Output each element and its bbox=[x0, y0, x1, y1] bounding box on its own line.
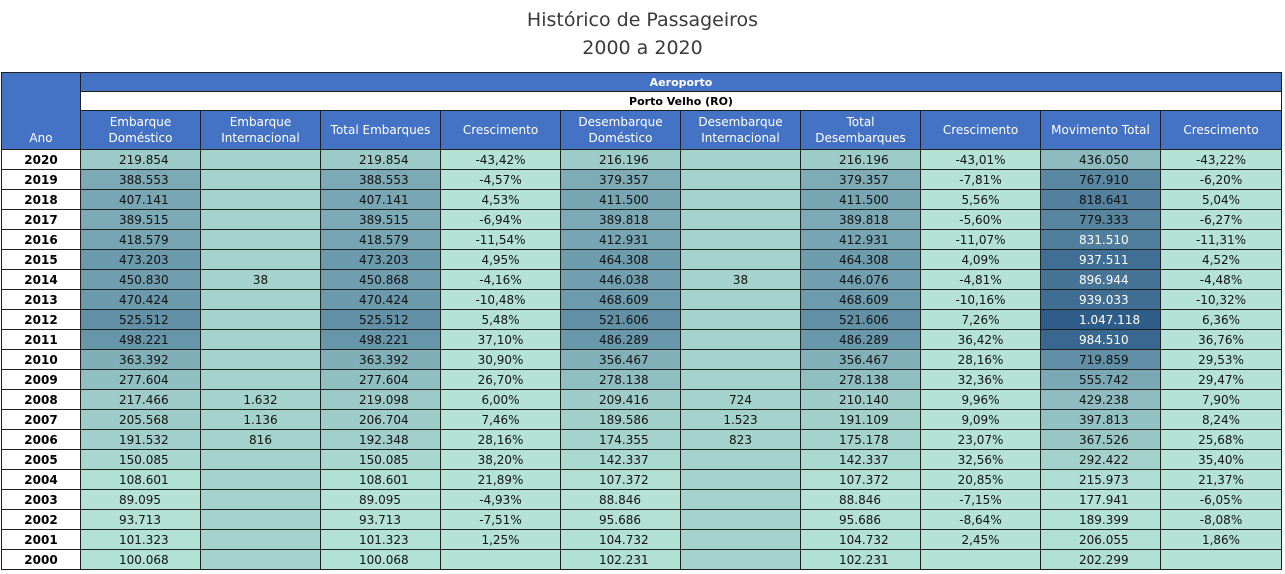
des-dom-cell: 468.609 bbox=[561, 290, 681, 310]
tot-emb-cell: 389.515 bbox=[321, 210, 441, 230]
cres-des-cell: -43,01% bbox=[921, 150, 1041, 170]
des-dom-cell: 88.846 bbox=[561, 490, 681, 510]
des-dom-cell: 174.355 bbox=[561, 430, 681, 450]
tot-des-cell: 142.337 bbox=[801, 450, 921, 470]
tot-emb-cell: 277.604 bbox=[321, 370, 441, 390]
cres-mov-cell: 6,36% bbox=[1161, 310, 1282, 330]
mov-cell: 429.238 bbox=[1041, 390, 1161, 410]
column-header: Total Desembarques bbox=[801, 111, 921, 150]
column-header: Desembarque Doméstico bbox=[561, 111, 681, 150]
chart-title bbox=[0, 6, 1285, 62]
des-dom-cell: 189.586 bbox=[561, 410, 681, 430]
cres-mov-cell: 29,53% bbox=[1161, 350, 1282, 370]
tot-emb-cell: 470.424 bbox=[321, 290, 441, 310]
cres-des-cell: -4,81% bbox=[921, 270, 1041, 290]
des-int-cell bbox=[681, 370, 801, 390]
tot-des-cell: 446.076 bbox=[801, 270, 921, 290]
des-dom-cell: 446.038 bbox=[561, 270, 681, 290]
cres-des-cell: -7,15% bbox=[921, 490, 1041, 510]
emb-int-cell: 1.136 bbox=[201, 410, 321, 430]
cres-des-cell: 7,26% bbox=[921, 310, 1041, 330]
mov-cell: 397.813 bbox=[1041, 410, 1161, 430]
year-cell: 2013 bbox=[2, 290, 81, 310]
cres-mov-cell: 29,47% bbox=[1161, 370, 1282, 390]
cres-mov-cell: -6,20% bbox=[1161, 170, 1282, 190]
emb-int-cell bbox=[201, 290, 321, 310]
emb-int-cell: 816 bbox=[201, 430, 321, 450]
cres-emb-cell: 4,95% bbox=[441, 250, 561, 270]
table-row bbox=[2, 190, 1282, 210]
des-dom-cell: 142.337 bbox=[561, 450, 681, 470]
emb-dom-cell: 407.141 bbox=[81, 190, 201, 210]
year-cell: 2018 bbox=[2, 190, 81, 210]
cres-mov-cell: 5,04% bbox=[1161, 190, 1282, 210]
cres-des-cell: 2,45% bbox=[921, 530, 1041, 550]
cres-des-cell: 23,07% bbox=[921, 430, 1041, 450]
mov-cell: 206.055 bbox=[1041, 530, 1161, 550]
tot-des-cell: 88.846 bbox=[801, 490, 921, 510]
cres-des-cell: 28,16% bbox=[921, 350, 1041, 370]
emb-int-cell bbox=[201, 310, 321, 330]
des-int-cell bbox=[681, 190, 801, 210]
des-int-cell bbox=[681, 510, 801, 530]
column-header: Crescimento bbox=[441, 111, 561, 150]
cres-mov-cell: -11,31% bbox=[1161, 230, 1282, 250]
table-row bbox=[2, 150, 1282, 170]
cres-des-cell bbox=[921, 550, 1041, 570]
emb-int-cell bbox=[201, 550, 321, 570]
mov-cell: 292.422 bbox=[1041, 450, 1161, 470]
emb-int-cell bbox=[201, 190, 321, 210]
emb-dom-cell: 108.601 bbox=[81, 470, 201, 490]
des-dom-cell: 107.372 bbox=[561, 470, 681, 490]
cres-emb-cell: -4,57% bbox=[441, 170, 561, 190]
table-row bbox=[2, 290, 1282, 310]
des-dom-cell: 412.931 bbox=[561, 230, 681, 250]
cres-emb-cell: -4,93% bbox=[441, 490, 561, 510]
mov-cell: 896.944 bbox=[1041, 270, 1161, 290]
year-cell: 2014 bbox=[2, 270, 81, 290]
tot-emb-cell: 498.221 bbox=[321, 330, 441, 350]
year-cell: 2012 bbox=[2, 310, 81, 330]
cres-emb-cell: -4,16% bbox=[441, 270, 561, 290]
year-cell: 2010 bbox=[2, 350, 81, 370]
tot-emb-cell: 219.098 bbox=[321, 390, 441, 410]
cres-des-cell: -10,16% bbox=[921, 290, 1041, 310]
emb-int-cell bbox=[201, 470, 321, 490]
cres-mov-cell bbox=[1161, 550, 1282, 570]
year-cell: 2004 bbox=[2, 470, 81, 490]
city-header: Porto Velho (RO) bbox=[81, 92, 1282, 111]
year-cell: 2017 bbox=[2, 210, 81, 230]
cres-des-cell: 32,56% bbox=[921, 450, 1041, 470]
emb-int-cell bbox=[201, 530, 321, 550]
cres-des-cell: 20,85% bbox=[921, 470, 1041, 490]
emb-int-cell bbox=[201, 250, 321, 270]
table-body bbox=[2, 150, 1282, 570]
des-dom-cell: 356.467 bbox=[561, 350, 681, 370]
cres-mov-cell: 8,24% bbox=[1161, 410, 1282, 430]
tot-emb-cell: 101.323 bbox=[321, 530, 441, 550]
cres-mov-cell: 21,37% bbox=[1161, 470, 1282, 490]
cres-des-cell: -11,07% bbox=[921, 230, 1041, 250]
tot-emb-cell: 150.085 bbox=[321, 450, 441, 470]
des-dom-cell: 389.818 bbox=[561, 210, 681, 230]
des-dom-cell: 104.732 bbox=[561, 530, 681, 550]
tot-emb-cell: 418.579 bbox=[321, 230, 441, 250]
emb-dom-cell: 389.515 bbox=[81, 210, 201, 230]
table-row bbox=[2, 170, 1282, 190]
column-header: Embarque Internacional bbox=[201, 111, 321, 150]
tot-emb-cell: 93.713 bbox=[321, 510, 441, 530]
cres-des-cell: 9,96% bbox=[921, 390, 1041, 410]
emb-dom-cell: 93.713 bbox=[81, 510, 201, 530]
tot-des-cell: 356.467 bbox=[801, 350, 921, 370]
table-row bbox=[2, 490, 1282, 510]
cres-emb-cell: 38,20% bbox=[441, 450, 561, 470]
emb-int-cell bbox=[201, 170, 321, 190]
tot-des-cell: 95.686 bbox=[801, 510, 921, 530]
des-dom-cell: 521.606 bbox=[561, 310, 681, 330]
emb-dom-cell: 525.512 bbox=[81, 310, 201, 330]
des-int-cell: 724 bbox=[681, 390, 801, 410]
year-cell: 2011 bbox=[2, 330, 81, 350]
column-header: Crescimento bbox=[1161, 111, 1282, 150]
cres-des-cell: -7,81% bbox=[921, 170, 1041, 190]
cres-mov-cell: -10,32% bbox=[1161, 290, 1282, 310]
des-int-cell: 38 bbox=[681, 270, 801, 290]
cres-emb-cell: 6,00% bbox=[441, 390, 561, 410]
tot-des-cell: 191.109 bbox=[801, 410, 921, 430]
cres-des-cell: -5,60% bbox=[921, 210, 1041, 230]
des-dom-cell: 486.289 bbox=[561, 330, 681, 350]
year-cell: 2002 bbox=[2, 510, 81, 530]
cres-emb-cell: -10,48% bbox=[441, 290, 561, 310]
table-row bbox=[2, 510, 1282, 530]
mov-cell: 215.973 bbox=[1041, 470, 1161, 490]
tot-des-cell: 389.818 bbox=[801, 210, 921, 230]
cres-des-cell: 9,09% bbox=[921, 410, 1041, 430]
cres-mov-cell: -6,05% bbox=[1161, 490, 1282, 510]
year-cell: 2001 bbox=[2, 530, 81, 550]
mov-cell: 202.299 bbox=[1041, 550, 1161, 570]
cres-emb-cell: -11,54% bbox=[441, 230, 561, 250]
emb-dom-cell: 277.604 bbox=[81, 370, 201, 390]
year-cell: 2015 bbox=[2, 250, 81, 270]
des-int-cell bbox=[681, 330, 801, 350]
des-int-cell bbox=[681, 310, 801, 330]
table-row bbox=[2, 270, 1282, 290]
des-dom-cell: 209.416 bbox=[561, 390, 681, 410]
emb-int-cell bbox=[201, 510, 321, 530]
des-int-cell bbox=[681, 530, 801, 550]
des-int-cell: 823 bbox=[681, 430, 801, 450]
tot-des-cell: 411.500 bbox=[801, 190, 921, 210]
emb-dom-cell: 470.424 bbox=[81, 290, 201, 310]
tot-des-cell: 107.372 bbox=[801, 470, 921, 490]
emb-int-cell bbox=[201, 230, 321, 250]
cres-des-cell: -8,64% bbox=[921, 510, 1041, 530]
mov-cell: 189.399 bbox=[1041, 510, 1161, 530]
table-row bbox=[2, 350, 1282, 370]
table-row bbox=[2, 450, 1282, 470]
emb-dom-cell: 205.568 bbox=[81, 410, 201, 430]
cres-emb-cell: 1,25% bbox=[441, 530, 561, 550]
year-header: Ano bbox=[2, 73, 81, 150]
cres-des-cell: 32,36% bbox=[921, 370, 1041, 390]
tot-emb-cell: 525.512 bbox=[321, 310, 441, 330]
year-cell: 2005 bbox=[2, 450, 81, 470]
cres-mov-cell: -4,48% bbox=[1161, 270, 1282, 290]
mov-cell: 984.510 bbox=[1041, 330, 1161, 350]
emb-dom-cell: 89.095 bbox=[81, 490, 201, 510]
tot-des-cell: 468.609 bbox=[801, 290, 921, 310]
emb-int-cell bbox=[201, 150, 321, 170]
emb-int-cell bbox=[201, 490, 321, 510]
column-header: Total Embarques bbox=[321, 111, 441, 150]
year-cell: 2007 bbox=[2, 410, 81, 430]
emb-int-cell bbox=[201, 350, 321, 370]
des-int-cell bbox=[681, 490, 801, 510]
tot-des-cell: 102.231 bbox=[801, 550, 921, 570]
cres-emb-cell: -7,51% bbox=[441, 510, 561, 530]
table-row bbox=[2, 410, 1282, 430]
cres-emb-cell: -6,94% bbox=[441, 210, 561, 230]
emb-dom-cell: 498.221 bbox=[81, 330, 201, 350]
des-int-cell: 1.523 bbox=[681, 410, 801, 430]
table-row bbox=[2, 550, 1282, 570]
cres-mov-cell: -6,27% bbox=[1161, 210, 1282, 230]
year-cell: 2000 bbox=[2, 550, 81, 570]
emb-dom-cell: 150.085 bbox=[81, 450, 201, 470]
mov-cell: 367.526 bbox=[1041, 430, 1161, 450]
table-row bbox=[2, 370, 1282, 390]
tot-des-cell: 486.289 bbox=[801, 330, 921, 350]
table-row bbox=[2, 470, 1282, 490]
cres-mov-cell: 4,52% bbox=[1161, 250, 1282, 270]
year-cell: 2020 bbox=[2, 150, 81, 170]
passenger-table bbox=[1, 72, 1282, 570]
mov-cell: 779.333 bbox=[1041, 210, 1161, 230]
emb-dom-cell: 100.068 bbox=[81, 550, 201, 570]
column-header: Movimento Total bbox=[1041, 111, 1161, 150]
year-cell: 2003 bbox=[2, 490, 81, 510]
cres-emb-cell: 37,10% bbox=[441, 330, 561, 350]
cres-mov-cell: 35,40% bbox=[1161, 450, 1282, 470]
tot-des-cell: 412.931 bbox=[801, 230, 921, 250]
tot-emb-cell: 407.141 bbox=[321, 190, 441, 210]
year-cell: 2006 bbox=[2, 430, 81, 450]
tot-des-cell: 216.196 bbox=[801, 150, 921, 170]
tot-emb-cell: 473.203 bbox=[321, 250, 441, 270]
emb-dom-cell: 450.830 bbox=[81, 270, 201, 290]
tot-emb-cell: 450.868 bbox=[321, 270, 441, 290]
column-header: Desembarque Internacional bbox=[681, 111, 801, 150]
emb-int-cell bbox=[201, 210, 321, 230]
des-int-cell bbox=[681, 470, 801, 490]
cres-mov-cell: -43,22% bbox=[1161, 150, 1282, 170]
tot-des-cell: 104.732 bbox=[801, 530, 921, 550]
cres-emb-cell: 21,89% bbox=[441, 470, 561, 490]
des-dom-cell: 411.500 bbox=[561, 190, 681, 210]
table-row bbox=[2, 310, 1282, 330]
des-int-cell bbox=[681, 210, 801, 230]
table-row bbox=[2, 530, 1282, 550]
mov-cell: 767.910 bbox=[1041, 170, 1161, 190]
tot-des-cell: 464.308 bbox=[801, 250, 921, 270]
table-row bbox=[2, 250, 1282, 270]
des-dom-cell: 216.196 bbox=[561, 150, 681, 170]
emb-int-cell bbox=[201, 330, 321, 350]
cres-emb-cell: 5,48% bbox=[441, 310, 561, 330]
emb-dom-cell: 388.553 bbox=[81, 170, 201, 190]
cres-des-cell: 36,42% bbox=[921, 330, 1041, 350]
des-dom-cell: 278.138 bbox=[561, 370, 681, 390]
tot-des-cell: 379.357 bbox=[801, 170, 921, 190]
emb-dom-cell: 363.392 bbox=[81, 350, 201, 370]
emb-dom-cell: 473.203 bbox=[81, 250, 201, 270]
year-cell: 2009 bbox=[2, 370, 81, 390]
des-int-cell bbox=[681, 550, 801, 570]
cres-mov-cell: 36,76% bbox=[1161, 330, 1282, 350]
cres-emb-cell: 7,46% bbox=[441, 410, 561, 430]
mov-cell: 1.047.118 bbox=[1041, 310, 1161, 330]
tot-emb-cell: 206.704 bbox=[321, 410, 441, 430]
title-line-2: 2000 a 2020 bbox=[582, 37, 703, 59]
des-dom-cell: 464.308 bbox=[561, 250, 681, 270]
emb-int-cell bbox=[201, 450, 321, 470]
cres-mov-cell: 1,86% bbox=[1161, 530, 1282, 550]
tot-emb-cell: 363.392 bbox=[321, 350, 441, 370]
tot-emb-cell: 89.095 bbox=[321, 490, 441, 510]
airport-header: Aeroporto bbox=[81, 73, 1282, 92]
tot-des-cell: 278.138 bbox=[801, 370, 921, 390]
year-cell: 2016 bbox=[2, 230, 81, 250]
des-int-cell bbox=[681, 450, 801, 470]
column-header: Embarque Doméstico bbox=[81, 111, 201, 150]
table-row bbox=[2, 330, 1282, 350]
emb-int-cell bbox=[201, 370, 321, 390]
table-row bbox=[2, 390, 1282, 410]
des-int-cell bbox=[681, 250, 801, 270]
tot-emb-cell: 100.068 bbox=[321, 550, 441, 570]
tot-emb-cell: 108.601 bbox=[321, 470, 441, 490]
cres-des-cell: 5,56% bbox=[921, 190, 1041, 210]
cres-mov-cell: 25,68% bbox=[1161, 430, 1282, 450]
des-int-cell bbox=[681, 230, 801, 250]
table-row bbox=[2, 230, 1282, 250]
cres-emb-cell: 26,70% bbox=[441, 370, 561, 390]
column-header: Crescimento bbox=[921, 111, 1041, 150]
emb-dom-cell: 217.466 bbox=[81, 390, 201, 410]
cres-emb-cell: 30,90% bbox=[441, 350, 561, 370]
mov-cell: 436.050 bbox=[1041, 150, 1161, 170]
title-line-1: Histórico de Passageiros bbox=[526, 9, 759, 31]
emb-dom-cell: 101.323 bbox=[81, 530, 201, 550]
cres-mov-cell: 7,90% bbox=[1161, 390, 1282, 410]
des-int-cell bbox=[681, 290, 801, 310]
emb-dom-cell: 418.579 bbox=[81, 230, 201, 250]
cres-mov-cell: -8,08% bbox=[1161, 510, 1282, 530]
mov-cell: 937.511 bbox=[1041, 250, 1161, 270]
des-dom-cell: 102.231 bbox=[561, 550, 681, 570]
mov-cell: 555.742 bbox=[1041, 370, 1161, 390]
year-cell: 2019 bbox=[2, 170, 81, 190]
des-int-cell bbox=[681, 350, 801, 370]
cres-des-cell: 4,09% bbox=[921, 250, 1041, 270]
des-int-cell bbox=[681, 170, 801, 190]
emb-int-cell: 38 bbox=[201, 270, 321, 290]
des-dom-cell: 379.357 bbox=[561, 170, 681, 190]
cres-emb-cell: -43,42% bbox=[441, 150, 561, 170]
emb-dom-cell: 191.532 bbox=[81, 430, 201, 450]
tot-emb-cell: 388.553 bbox=[321, 170, 441, 190]
tot-emb-cell: 192.348 bbox=[321, 430, 441, 450]
table-row bbox=[2, 430, 1282, 450]
des-dom-cell: 95.686 bbox=[561, 510, 681, 530]
mov-cell: 177.941 bbox=[1041, 490, 1161, 510]
table-row bbox=[2, 210, 1282, 230]
mov-cell: 818.641 bbox=[1041, 190, 1161, 210]
cres-emb-cell: 4,53% bbox=[441, 190, 561, 210]
des-int-cell bbox=[681, 150, 801, 170]
mov-cell: 831.510 bbox=[1041, 230, 1161, 250]
emb-dom-cell: 219.854 bbox=[81, 150, 201, 170]
tot-emb-cell: 219.854 bbox=[321, 150, 441, 170]
tot-des-cell: 175.178 bbox=[801, 430, 921, 450]
tot-des-cell: 210.140 bbox=[801, 390, 921, 410]
mov-cell: 719.859 bbox=[1041, 350, 1161, 370]
emb-int-cell: 1.632 bbox=[201, 390, 321, 410]
tot-des-cell: 521.606 bbox=[801, 310, 921, 330]
cres-emb-cell bbox=[441, 550, 561, 570]
cres-emb-cell: 28,16% bbox=[441, 430, 561, 450]
mov-cell: 939.033 bbox=[1041, 290, 1161, 310]
year-cell: 2008 bbox=[2, 390, 81, 410]
